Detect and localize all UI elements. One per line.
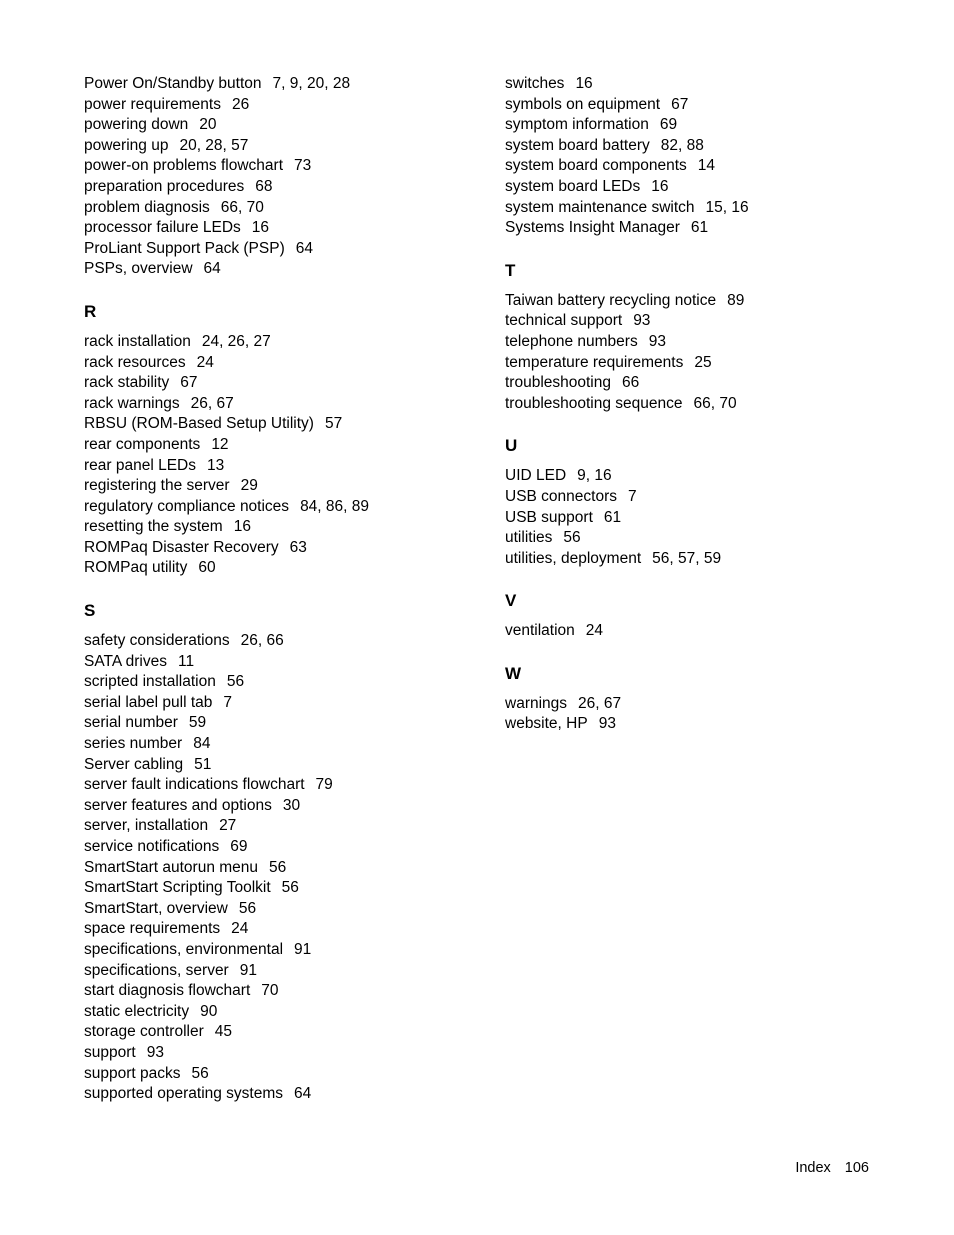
index-term: processor failure LEDs <box>84 219 241 237</box>
index-page-refs: 29 <box>240 477 258 495</box>
index-term: preparation procedures <box>84 177 245 195</box>
index-term: website, HP <box>505 715 588 733</box>
index-term: service notifications <box>84 838 220 855</box>
index-term: rear components <box>84 435 201 453</box>
index-term: symptom information <box>505 116 649 134</box>
index-page-refs: 61 <box>603 508 622 526</box>
index-page-refs: 91 <box>294 940 312 958</box>
index-entry <box>84 796 484 817</box>
index-term: storage controller <box>84 1023 204 1041</box>
index-page-refs: 91 <box>239 961 257 979</box>
index-entry <box>84 1043 484 1064</box>
index-entry <box>84 672 484 693</box>
index-section <box>84 74 484 280</box>
index-page-refs: 20, 28, 57 <box>179 136 249 154</box>
index-term: scripted installation <box>84 673 216 691</box>
index-page-refs: 69 <box>659 116 678 134</box>
index-term: supported operating systems <box>84 1085 284 1103</box>
index-page-refs: 26 <box>231 95 250 113</box>
index-term: SATA drives <box>84 652 167 670</box>
index-term: system board battery <box>505 136 650 154</box>
index-term: SmartStart Scripting Toolkit <box>84 879 271 897</box>
index-term: rear panel LEDs <box>84 456 197 474</box>
index-entry <box>505 291 905 312</box>
index-page-refs: 61 <box>690 219 709 237</box>
index-term: problem diagnosis <box>84 198 210 216</box>
index-page-refs: 9, 16 <box>577 467 612 485</box>
index-section <box>505 590 905 642</box>
index-entry <box>84 239 484 260</box>
index-term: ROMPaq utility <box>84 559 188 577</box>
index-entry <box>84 1064 484 1085</box>
index-page-refs: 79 <box>315 776 333 794</box>
index-page-refs: 56 <box>191 1064 209 1082</box>
index-term: specifications, environmental <box>84 940 284 958</box>
index-entry <box>84 538 484 559</box>
index-section <box>505 435 905 569</box>
index-page-refs: 56, 57, 59 <box>652 549 722 567</box>
index-entry <box>84 919 484 940</box>
index-entry <box>505 394 905 415</box>
index-term: troubleshooting <box>505 374 611 392</box>
index-term: ventilation <box>505 622 575 640</box>
index-entry <box>84 878 484 899</box>
index-term: Power On/Standby button <box>84 75 262 92</box>
index-page-refs: 26, 67 <box>190 394 234 412</box>
index-term: rack resources <box>84 353 186 371</box>
index-page-refs: 93 <box>648 332 666 350</box>
index-page-refs: 69 <box>230 838 248 855</box>
section-letter-heading: T <box>505 260 516 280</box>
index-entry <box>84 136 484 157</box>
index-entry <box>505 549 905 570</box>
index-entry <box>505 136 905 157</box>
index-page-refs: 64 <box>295 239 313 257</box>
index-page-refs: 56 <box>269 858 287 876</box>
index-entry <box>84 693 484 714</box>
index-entry <box>84 156 484 177</box>
index-page-refs: 15, 16 <box>705 198 749 216</box>
index-term: ROMPaq Disaster Recovery <box>84 538 279 556</box>
index-term: Server cabling <box>84 755 184 773</box>
index-entry <box>84 652 484 673</box>
index-page-refs: 66, 70 <box>693 394 737 412</box>
index-entry <box>505 332 905 353</box>
index-page-refs: 14 <box>697 157 716 175</box>
index-page-refs: 56 <box>281 879 299 897</box>
index-term: utilities <box>505 529 553 547</box>
index-page-refs: 11 <box>177 652 195 670</box>
index-term: regulatory compliance notices <box>84 497 290 515</box>
index-term: rack stability <box>84 374 170 392</box>
index-term: symbols on equipment <box>505 95 661 113</box>
index-entry <box>84 899 484 920</box>
index-term: rack warnings <box>84 394 180 412</box>
index-page-refs: 26, 67 <box>578 694 622 712</box>
index-term: start diagnosis flowchart <box>84 982 251 1000</box>
index-page-refs: 84, 86, 89 <box>300 497 370 515</box>
index-entry <box>84 373 484 394</box>
index-page-refs: 16 <box>233 518 251 536</box>
index-term: USB connectors <box>505 487 617 505</box>
index-page-refs: 84 <box>193 735 211 753</box>
index-column-left <box>84 74 484 1105</box>
index-term: power requirements <box>84 95 221 113</box>
index-entry <box>505 95 905 116</box>
index-page-refs: 64 <box>294 1085 312 1103</box>
index-page-refs: 16 <box>651 177 669 195</box>
index-section <box>505 260 905 415</box>
index-term: registering the server <box>84 477 230 495</box>
index-page-refs: 56 <box>226 673 245 691</box>
index-entry <box>505 466 905 487</box>
index-section <box>84 301 484 579</box>
section-letter-heading: V <box>505 591 517 611</box>
index-term: space requirements <box>84 920 221 938</box>
index-entry <box>84 713 484 734</box>
index-entry <box>84 631 484 652</box>
index-entry <box>84 332 484 353</box>
index-entry <box>84 1084 484 1105</box>
index-term: system board LEDs <box>505 177 641 195</box>
index-entry <box>84 734 484 755</box>
index-term: telephone numbers <box>505 332 638 350</box>
index-term: static electricity <box>84 1002 190 1020</box>
index-term: temperature requirements <box>505 353 684 371</box>
index-page-refs: 93 <box>146 1043 164 1061</box>
index-page-refs: 59 <box>188 714 207 732</box>
index-term: serial label pull tab <box>84 693 213 711</box>
index-term: troubleshooting sequence <box>505 394 683 412</box>
index-entry <box>505 714 905 735</box>
index-entry <box>505 177 905 198</box>
index-entry <box>505 74 905 95</box>
index-entry <box>84 456 484 477</box>
index-page-refs: 56 <box>563 529 581 547</box>
index-page-refs: 16 <box>251 219 270 237</box>
index-entry <box>505 156 905 177</box>
index-term: system maintenance switch <box>505 198 695 216</box>
index-entry <box>505 198 905 219</box>
index-page-refs: 93 <box>633 312 651 330</box>
index-term: technical support <box>505 312 623 330</box>
index-page-refs: 64 <box>203 260 221 278</box>
index-entry <box>84 858 484 879</box>
index-page-refs: 70 <box>261 982 279 1000</box>
index-term: ProLiant Support Pack (PSP) <box>84 239 285 257</box>
index-entry <box>84 476 484 497</box>
index-entry <box>505 508 905 529</box>
index-entry <box>505 487 905 508</box>
index-entry <box>84 1002 484 1023</box>
index-page-refs: 24 <box>231 920 249 938</box>
index-entry <box>505 218 905 239</box>
index-entry <box>84 981 484 1002</box>
index-entry <box>84 755 484 776</box>
index-page-refs: 90 <box>200 1002 218 1020</box>
index-entry <box>84 435 484 456</box>
index-page-refs: 13 <box>207 456 225 474</box>
index-term: Taiwan battery recycling notice <box>505 291 717 309</box>
index-page-refs: 45 <box>214 1023 233 1041</box>
index-term: series number <box>84 735 183 753</box>
index-term: UID LED <box>505 467 567 485</box>
index-page-refs: 57 <box>324 415 343 433</box>
index-entry <box>84 95 484 116</box>
index-term: powering down <box>84 116 189 134</box>
index-page-refs: 67 <box>671 95 689 113</box>
index-page-refs: 60 <box>198 559 216 577</box>
index-term: utilities, deployment <box>505 549 642 567</box>
index-term: resetting the system <box>84 518 223 536</box>
index-page-refs: 30 <box>282 796 301 814</box>
index-entry <box>84 74 484 95</box>
index-page-refs: 27 <box>219 817 237 835</box>
index-entry <box>84 259 484 280</box>
index-page-refs: 66 <box>622 374 640 392</box>
index-section <box>84 600 484 1105</box>
footer-label: Index <box>795 1160 831 1176</box>
index-term: support <box>84 1043 136 1061</box>
index-entry <box>84 497 484 518</box>
page-number: 106 <box>844 1160 869 1176</box>
index-term: server, installation <box>84 817 209 835</box>
index-page-refs: 93 <box>598 715 616 733</box>
index-entry <box>84 177 484 198</box>
index-term: support packs <box>84 1064 181 1082</box>
index-term: USB support <box>505 508 593 526</box>
index-page-refs: 26, 66 <box>240 632 284 650</box>
index-term: powering up <box>84 136 169 154</box>
index-page-refs: 7, 9, 20, 28 <box>272 75 351 92</box>
index-term: rack installation <box>84 332 191 350</box>
index-term: PSPs, overview <box>84 260 193 278</box>
index-entry <box>505 528 905 549</box>
index-page-refs: 67 <box>180 374 198 392</box>
index-term: safety considerations <box>84 632 230 650</box>
index-entry <box>505 694 905 715</box>
index-term: SmartStart, overview <box>84 899 228 917</box>
index-entry <box>84 961 484 982</box>
index-entry <box>84 775 484 796</box>
index-term: system board components <box>505 157 687 175</box>
index-entry <box>84 940 484 961</box>
index-entry <box>84 517 484 538</box>
index-page-refs: 20 <box>199 116 217 134</box>
index-term: power-on problems flowchart <box>84 157 284 175</box>
index-page-refs: 24 <box>585 622 604 640</box>
index-section <box>505 663 905 735</box>
index-page-refs: 56 <box>238 899 257 917</box>
page-footer <box>795 1158 869 1178</box>
index-page-refs: 82, 88 <box>660 136 704 154</box>
index-entry <box>84 816 484 837</box>
index-entry <box>84 1022 484 1043</box>
index-page-refs: 66, 70 <box>220 198 264 216</box>
section-letter-heading: W <box>505 663 522 683</box>
index-column-right <box>505 74 905 735</box>
index-entry <box>84 198 484 219</box>
index-entry <box>84 353 484 374</box>
index-page-refs: 12 <box>211 435 229 453</box>
index-term: server fault indications flowchart <box>84 776 305 794</box>
index-term: SmartStart autorun menu <box>84 858 259 876</box>
index-entry <box>84 558 484 579</box>
index-entry <box>505 621 905 642</box>
index-page-refs: 25 <box>694 353 712 371</box>
index-term: warnings <box>505 694 568 712</box>
index-page-refs: 7 <box>223 693 233 711</box>
index-term: RBSU (ROM-Based Setup Utility) <box>84 415 314 433</box>
index-page-refs: 63 <box>289 538 307 556</box>
index-term: specifications, server <box>84 961 229 979</box>
index-entry <box>84 837 484 858</box>
index-term: switches <box>505 75 565 92</box>
index-page-refs: 89 <box>727 291 745 309</box>
index-entry <box>505 373 905 394</box>
index-page-refs: 68 <box>255 177 273 195</box>
index-entry <box>84 394 484 415</box>
index-page-refs: 24 <box>196 353 214 371</box>
index-page-refs: 24, 26, 27 <box>201 332 271 350</box>
index-entry <box>505 311 905 332</box>
index-entry <box>84 218 484 239</box>
index-section <box>505 74 905 239</box>
index-page-refs: 73 <box>294 157 312 175</box>
index-entry <box>505 115 905 136</box>
index-term: Systems Insight Manager <box>505 219 680 237</box>
index-page-refs: 16 <box>575 75 593 92</box>
index-entry <box>84 414 484 435</box>
index-page-refs: 51 <box>194 755 212 773</box>
section-letter-heading: S <box>84 601 96 621</box>
index-entry <box>84 115 484 136</box>
section-letter-heading: R <box>84 301 97 321</box>
index-term: serial number <box>84 714 178 732</box>
index-page-refs: 7 <box>628 487 637 505</box>
index-term: server features and options <box>84 796 272 814</box>
section-letter-heading: U <box>505 436 518 456</box>
index-entry <box>505 353 905 374</box>
